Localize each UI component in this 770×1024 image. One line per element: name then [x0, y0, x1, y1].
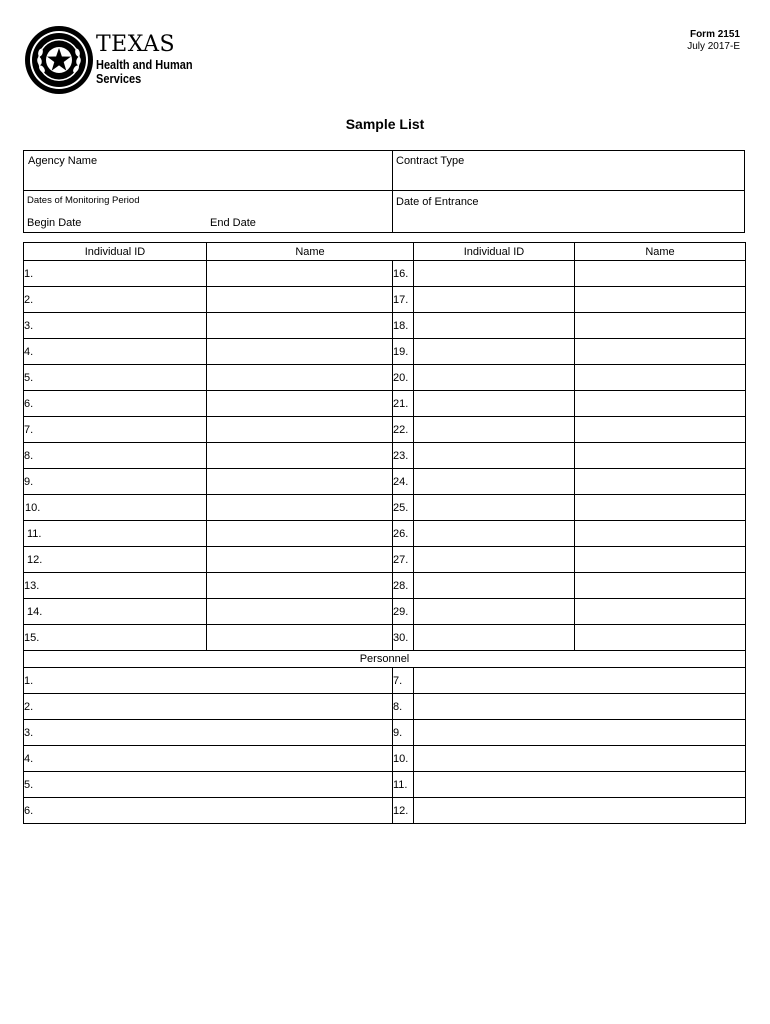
name-cell[interactable] [575, 365, 746, 391]
row-number: 8. [393, 694, 414, 720]
table-header-row [24, 243, 746, 261]
row-number: 17. [393, 287, 414, 313]
name-cell[interactable] [575, 339, 746, 365]
individual-id-cell[interactable] [414, 391, 575, 417]
row-number: 15. [24, 625, 207, 651]
personnel-cell[interactable]: 6. [24, 798, 393, 824]
name-cell[interactable] [575, 417, 746, 443]
form-meta [687, 29, 740, 53]
table-row [24, 339, 746, 365]
personnel-cell[interactable]: 3. [24, 720, 393, 746]
row-number: 12. [24, 547, 207, 573]
personnel-cell[interactable] [414, 720, 746, 746]
logo-line-3: Services [96, 72, 142, 86]
row-number: 5. [24, 365, 207, 391]
personnel-section-header [24, 651, 746, 668]
row-number: 1. [24, 261, 207, 287]
row-number: 13. [24, 573, 207, 599]
row-number: 10. [24, 495, 207, 521]
individual-id-cell[interactable] [414, 521, 575, 547]
info-box [23, 150, 745, 233]
table-row [24, 313, 746, 339]
name-cell[interactable] [207, 339, 393, 365]
table-row [24, 287, 746, 313]
row-number: 25. [393, 495, 414, 521]
divider [392, 151, 393, 232]
name-cell[interactable] [207, 521, 393, 547]
individual-id-cell[interactable] [414, 573, 575, 599]
individual-id-cell[interactable] [414, 443, 575, 469]
name-cell[interactable] [207, 391, 393, 417]
individual-id-cell[interactable] [414, 599, 575, 625]
name-cell[interactable] [207, 599, 393, 625]
agency-logo-text [96, 34, 206, 86]
texas-seal-logo [24, 25, 94, 95]
personnel-cell[interactable]: 5. [24, 772, 393, 798]
personnel-label: Personnel [24, 651, 746, 668]
row-number: 28. [393, 573, 414, 599]
row-number: 29. [393, 599, 414, 625]
date-of-entrance-label: Date of Entrance [396, 196, 479, 208]
name-cell[interactable] [207, 417, 393, 443]
name-cell[interactable] [575, 287, 746, 313]
table-row [24, 625, 746, 651]
table-row [24, 599, 746, 625]
table-row [24, 365, 746, 391]
individual-id-cell[interactable] [414, 365, 575, 391]
table-row [24, 495, 746, 521]
row-number: 3. [24, 313, 207, 339]
row-number: 6. [24, 391, 207, 417]
row-number: 14. [24, 599, 207, 625]
form-number: Form 2151 [689, 29, 740, 40]
personnel-row [24, 772, 746, 798]
table-row [24, 417, 746, 443]
name-cell[interactable] [575, 625, 746, 651]
personnel-cell[interactable]: 1. [24, 668, 393, 694]
table-row [24, 261, 746, 287]
name-cell[interactable] [575, 391, 746, 417]
table-row [24, 547, 746, 573]
name-cell[interactable] [207, 287, 393, 313]
agency-name-label: Agency Name [28, 155, 98, 167]
name-cell[interactable] [207, 625, 393, 651]
end-date-label: End Date [210, 217, 256, 229]
individual-id-cell[interactable] [414, 417, 575, 443]
row-number: 7. [24, 417, 207, 443]
row-number: 7. [393, 668, 414, 694]
row-number: 20. [393, 365, 414, 391]
table-row [24, 573, 746, 599]
row-number: 9. [24, 469, 207, 495]
row-number: 8. [24, 443, 207, 469]
name-cell[interactable] [207, 443, 393, 469]
name-cell[interactable] [207, 313, 393, 339]
row-number: 4. [24, 339, 207, 365]
contract-type-label: Contract Type [396, 155, 465, 167]
monitoring-period-label: Dates of Monitoring Period [27, 195, 140, 206]
column-header: Name [207, 243, 414, 261]
table-row [24, 521, 746, 547]
individual-id-cell[interactable] [414, 339, 575, 365]
name-cell[interactable] [207, 469, 393, 495]
row-number: 11. [24, 521, 207, 547]
personnel-row [24, 668, 746, 694]
row-number: 24. [393, 469, 414, 495]
row-number: 9. [393, 720, 414, 746]
row-number: 27. [393, 547, 414, 573]
individuals-table [23, 242, 746, 824]
personnel-cell[interactable]: 4. [24, 746, 393, 772]
personnel-cell[interactable] [414, 798, 746, 824]
personnel-cell[interactable]: 2. [24, 694, 393, 720]
divider [24, 190, 744, 191]
form-date: July 2017-E [687, 41, 740, 52]
personnel-row [24, 694, 746, 720]
row-number: 21. [393, 391, 414, 417]
row-number: 12. [393, 798, 414, 824]
column-header: Name [575, 243, 746, 261]
row-number: 11. [393, 772, 414, 798]
individual-id-cell[interactable] [414, 495, 575, 521]
logo-line-2: Health and Human [96, 58, 193, 72]
table-row [24, 469, 746, 495]
logo-texas: TEXAS [96, 32, 176, 57]
individual-id-cell[interactable] [414, 261, 575, 287]
individual-id-cell[interactable] [414, 625, 575, 651]
table-row [24, 391, 746, 417]
name-cell[interactable] [575, 547, 746, 573]
individual-id-cell[interactable] [414, 287, 575, 313]
personnel-cell[interactable] [414, 772, 746, 798]
name-cell[interactable] [575, 521, 746, 547]
personnel-cell[interactable] [414, 668, 746, 694]
column-header: Individual ID [414, 243, 575, 261]
name-cell[interactable] [575, 469, 746, 495]
name-cell[interactable] [575, 443, 746, 469]
name-cell[interactable] [575, 495, 746, 521]
row-number: 22. [393, 417, 414, 443]
name-cell[interactable] [207, 495, 393, 521]
individual-id-cell[interactable] [414, 469, 575, 495]
individual-id-cell[interactable] [414, 313, 575, 339]
personnel-cell[interactable] [414, 694, 746, 720]
name-cell[interactable] [575, 261, 746, 287]
name-cell[interactable] [207, 547, 393, 573]
row-number: 30. [393, 625, 414, 651]
row-number: 2. [24, 287, 207, 313]
name-cell[interactable] [207, 261, 393, 287]
row-number: 19. [393, 339, 414, 365]
row-number: 10. [393, 746, 414, 772]
page-title: Sample List [345, 116, 425, 132]
name-cell[interactable] [207, 365, 393, 391]
individual-id-cell[interactable] [414, 547, 575, 573]
name-cell[interactable] [575, 313, 746, 339]
name-cell[interactable] [575, 599, 746, 625]
row-number: 16. [393, 261, 414, 287]
row-number: 26. [393, 521, 414, 547]
name-cell[interactable] [207, 573, 393, 599]
column-header: Individual ID [24, 243, 207, 261]
personnel-row [24, 798, 746, 824]
table-row [24, 443, 746, 469]
personnel-row [24, 720, 746, 746]
personnel-cell[interactable] [414, 746, 746, 772]
begin-date-label: Begin Date [27, 217, 82, 229]
row-number: 23. [393, 443, 414, 469]
row-number: 18. [393, 313, 414, 339]
personnel-row [24, 746, 746, 772]
name-cell[interactable] [575, 573, 746, 599]
